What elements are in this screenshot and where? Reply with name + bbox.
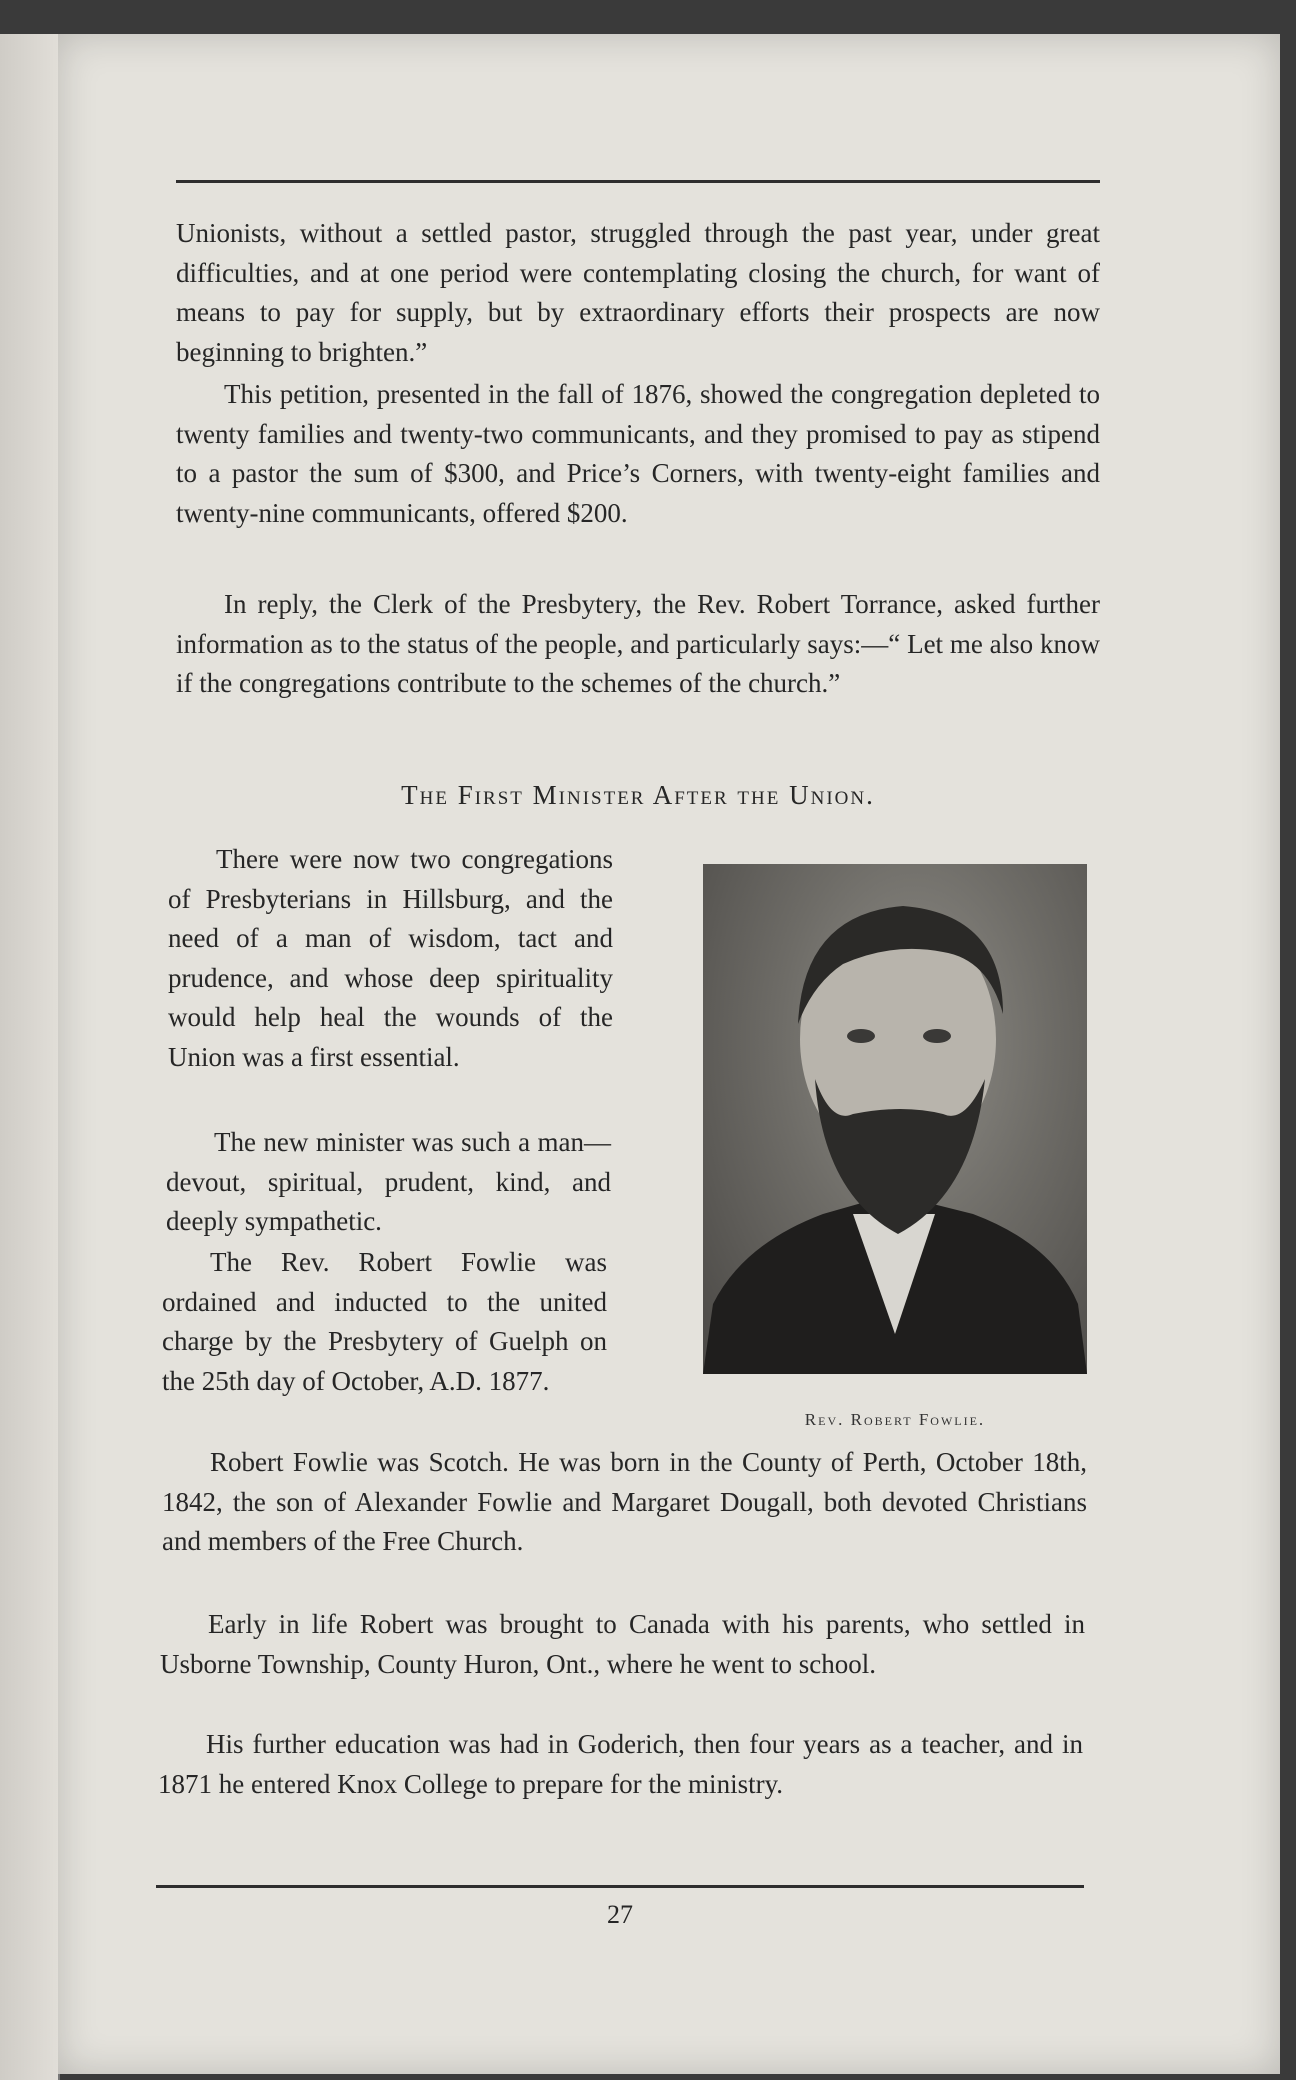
photo-caption: Rev. Robert Fowlie.	[804, 1410, 986, 1429]
paragraph-education: His further education was had in Goderich, then four years as a teacher, and in 1871 he entered Knox College to prepare for the ministry.	[158, 1729, 1083, 1799]
paragraph-two-congregations: There were now two congregations of Presbyterians in Hillsburg, and the need of a man of wisdom, tact and prudence, and whose deep spirituality would help heal the wounds of the Union was a first essential.	[168, 844, 613, 1072]
top-rule	[176, 180, 1100, 183]
page-number: 27	[607, 1900, 633, 1929]
section-heading: The First Minister After the Union.	[401, 780, 875, 810]
paragraph-early-life: Early in life Robert was brought to Canada with his parents, who settled in Usborne Township, County Huron, Ont., where he went to school.	[160, 1609, 1085, 1679]
paragraph-ordained: The Rev. Robert Fowlie was ordained and inducted to the united charge by the Presbytery of Guelph on the 25th day of October, A.D. 1877.	[162, 1247, 607, 1396]
paragraph-unionists: Unionists, without a settled pastor, struggled through the past year, under great difficulties, and at one period were contemplating closing the church, for want of means to pay for supply, but by extraordinary efforts their prospects are now beginning to brighten.”	[176, 218, 1100, 367]
portrait-illustration	[703, 864, 1087, 1374]
paragraph-scotch: Robert Fowlie was Scotch. He was born in the County of Perth, October 18th, 1842, the son of Alexander Fowlie and Margaret Dougall, both devoted Christians and members of the Free Church.	[162, 1447, 1087, 1556]
paragraph-petition: This petition, presented in the fall of 1876, showed the congregation depleted to twenty families and twenty-two communicants, and they promised to pay as stipend to a pastor the sum of $300, and Price’s Corners, with twenty-eight families and twenty-nine communicants, offered $200.	[176, 379, 1100, 528]
paragraph-reply: In reply, the Clerk of the Presbytery, the Rev. Robert Torrance, asked further information as to the status of the people, and particularly says:—“ Let me also know if the congregations contribute to the schemes of the church.”	[176, 589, 1100, 698]
portrait-photo	[703, 864, 1087, 1374]
book-spine	[0, 34, 60, 2080]
bottom-rule	[156, 1885, 1084, 1888]
paragraph-new-minister: The new minister was such a man—devout, spiritual, prudent, kind, and deeply sympathetic.	[166, 1127, 611, 1236]
